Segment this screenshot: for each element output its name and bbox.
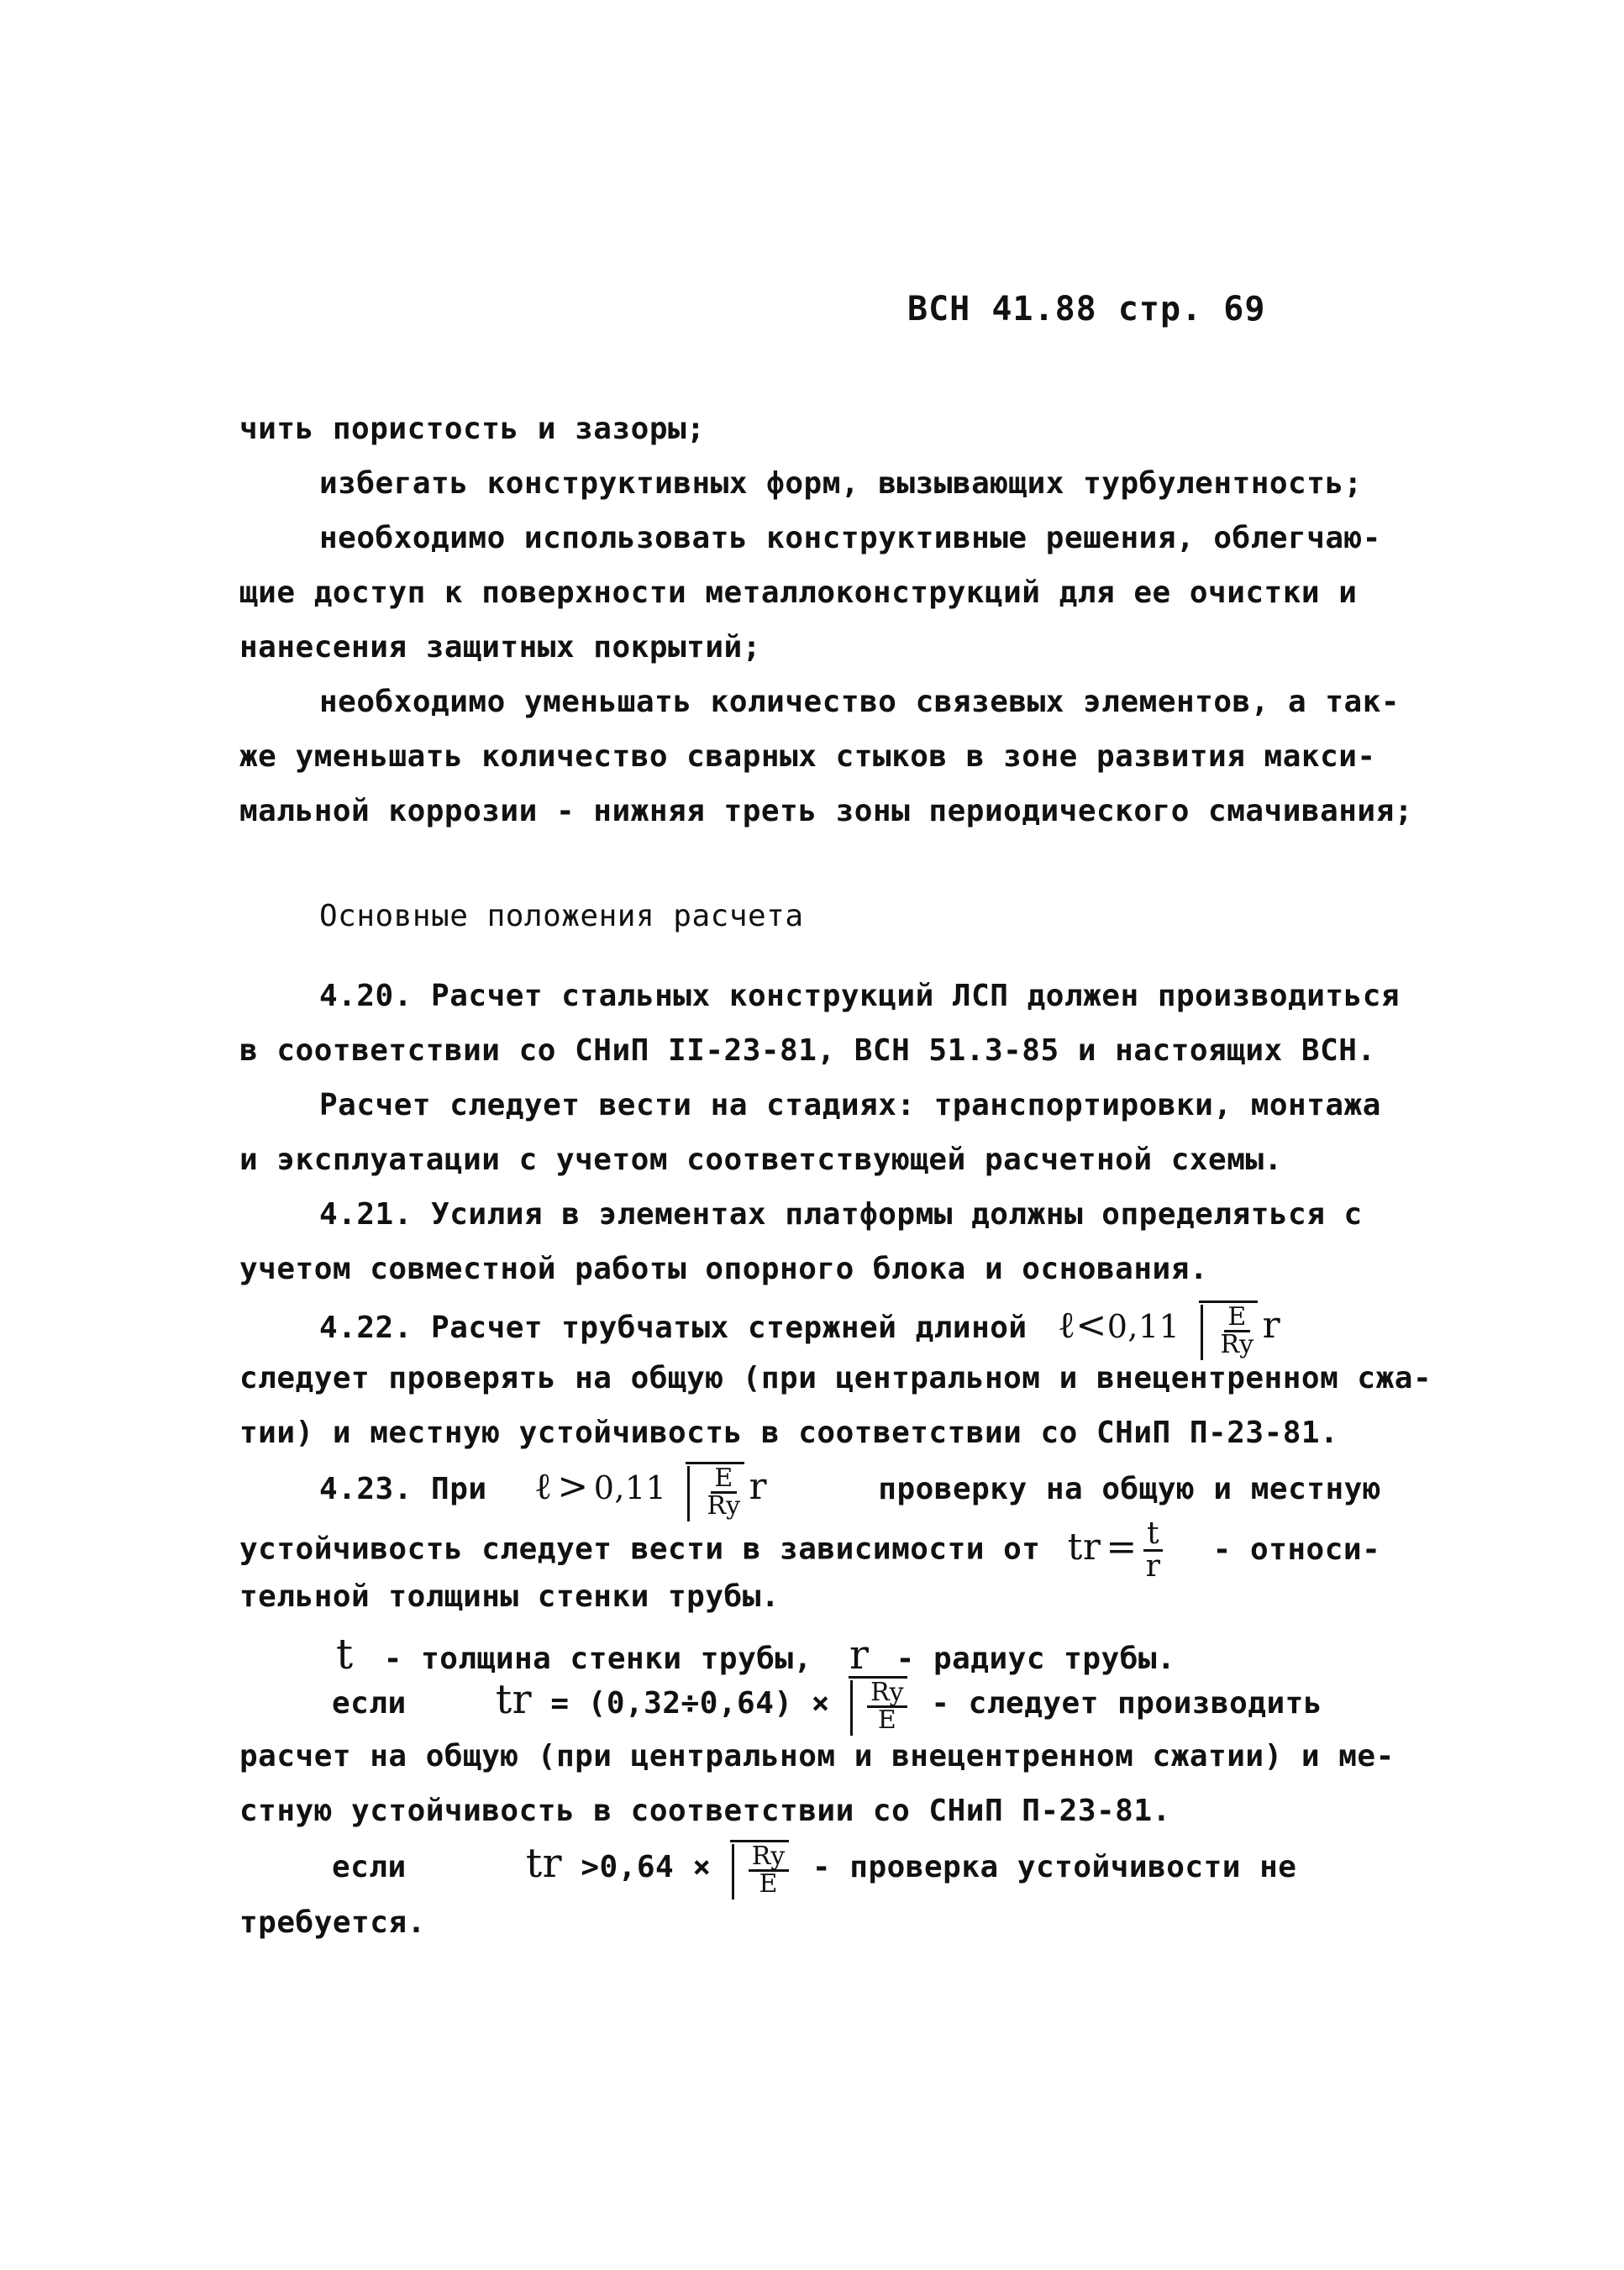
formula-eq: = — [1106, 1525, 1138, 1569]
formula-num: t — [1143, 1519, 1163, 1552]
formula-gt: > — [557, 1465, 589, 1508]
formula-t: t — [336, 1630, 354, 1679]
formula-frac — [704, 1463, 744, 1521]
page-header: ВСН 41.88 стр. 69 — [907, 290, 1266, 328]
text-fragment: если — [332, 1686, 407, 1721]
text-line-formula — [319, 1301, 1280, 1358]
text-line: Расчет следует вести на стадиях: транспортировки, монтажа — [319, 1088, 1381, 1122]
text-line: 4.20. Расчет стальных конструкций ЛСП должен производиться — [319, 979, 1401, 1013]
text-fragment: - проверка устойчивости не — [812, 1850, 1297, 1884]
text-line: же уменьшать количество сварных стыков в зоне развития макси- — [239, 739, 1376, 774]
text-line-formula — [332, 1840, 1296, 1897]
formula-sqrt — [686, 1462, 744, 1519]
text-line-formula — [336, 1630, 1175, 1679]
text-fragment: 4.23. При — [319, 1472, 487, 1506]
text-line: нанесения защитных покрытий; — [239, 630, 761, 665]
text-line: чить пористость и зазоры; — [239, 412, 706, 446]
text-fragment: устойчивость следует вести в зависимости от — [239, 1532, 1041, 1567]
text-fragment: 4.22. Расчет трубчатых стержней длиной — [319, 1311, 1027, 1345]
formula-l-symbol: ℓ — [1057, 1304, 1076, 1347]
formula-r: r — [1262, 1304, 1281, 1347]
text-line-formula — [239, 1516, 1381, 1584]
formula-den: r — [1145, 1549, 1161, 1584]
text-line: мальной коррозии - нижняя треть зоны периодического смачивания; — [239, 794, 1413, 828]
formula-den: Ry — [707, 1491, 741, 1521]
text-line: в соответствии со СНиП II-23-81, ВСН 51.3-85 и настоящих ВСН. — [239, 1033, 1376, 1068]
text-line: учетом совместной работы опорного блока и основания. — [239, 1252, 1209, 1286]
text-fragment: - следует производить — [931, 1686, 1322, 1721]
formula-tr: tr — [495, 1676, 533, 1723]
text-line: стную устойчивость в соответствии со СНиП П-23-81. — [239, 1794, 1171, 1828]
text-fragment: = (0,32÷0,64) × — [550, 1686, 830, 1721]
text-line: тельной толщины стенки трубы. — [239, 1579, 780, 1614]
formula-frac — [1217, 1302, 1258, 1359]
text-line: требуется. — [239, 1905, 426, 1940]
formula-tr: tr — [525, 1840, 563, 1887]
text-line: расчет на общую (при центральном и внецентренном сжатии) и ме- — [239, 1739, 1395, 1773]
text-line: необходимо использовать конструктивные решения, облегчаю- — [319, 521, 1381, 555]
text-fragment: если — [332, 1850, 407, 1884]
text-fragment: - толщина стенки трубы, — [383, 1642, 812, 1676]
formula-num: Ry — [867, 1680, 907, 1708]
section-title: Основные положения расчета — [319, 899, 804, 933]
formula-den: E — [877, 1705, 897, 1735]
formula-sqrt — [1199, 1301, 1258, 1358]
formula-frac-t-r — [1143, 1516, 1164, 1584]
formula-den: Ry — [1220, 1330, 1254, 1359]
text-line: и эксплуатации с учетом соответствующей расчетной схемы. — [239, 1143, 1283, 1177]
text-line: следует проверять на общую (при центральном и внецентренном сжа- — [239, 1361, 1432, 1395]
formula-sqrt — [730, 1840, 789, 1897]
formula-tr: tr — [1067, 1525, 1101, 1569]
formula-r: r — [849, 1632, 870, 1679]
text-line-formula — [319, 1462, 1381, 1519]
formula-r: r — [749, 1465, 768, 1508]
formula-coef: 0,11 — [593, 1469, 667, 1506]
formula-sqrt — [849, 1676, 907, 1733]
formula-num: E — [711, 1466, 736, 1494]
formula-num: Ry — [749, 1844, 789, 1872]
text-line: тии) и местную устойчивость в соответствии со СНиП П-23-81. — [239, 1416, 1339, 1450]
formula-den: E — [759, 1869, 778, 1899]
text-line: избегать конструктивных форм, вызывающих турбулентность; — [319, 466, 1363, 501]
text-line: 4.21. Усилия в элементах платформы должны определяться с — [319, 1197, 1363, 1232]
formula-num: E — [1224, 1305, 1249, 1332]
formula-l-symbol: ℓ — [533, 1465, 553, 1508]
text-fragment: проверку на общую и местную — [878, 1472, 1381, 1506]
formula-coef: 0,11 — [1106, 1308, 1180, 1345]
formula-frac — [867, 1680, 907, 1733]
text-fragment: >0,64 × — [581, 1850, 712, 1884]
formula-lt: < — [1075, 1304, 1107, 1347]
text-line: щие доступ к поверхности металлоконструкций для ее очистки и — [239, 575, 1358, 610]
text-fragment: - радиус трубы. — [896, 1642, 1176, 1676]
text-line-formula — [332, 1676, 1322, 1733]
text-line: необходимо уменьшать количество связевых элементов, а так- — [319, 685, 1401, 719]
text-fragment: - относи- — [1212, 1532, 1381, 1567]
formula-frac — [749, 1844, 789, 1897]
